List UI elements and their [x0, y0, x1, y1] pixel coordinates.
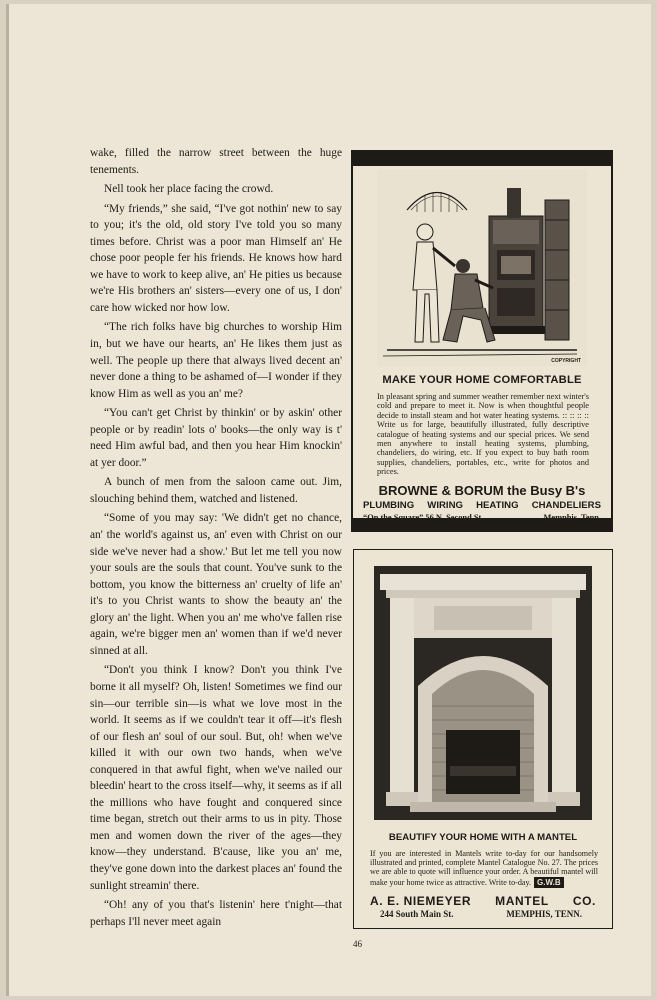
company-name — [370, 894, 596, 908]
ad-body-text — [370, 849, 598, 888]
page-number: 46 — [353, 939, 362, 949]
fireplace-mantel-image — [374, 566, 592, 820]
ad-headline: BEAUTIFY YOUR HOME WITH A MANTEL — [388, 832, 578, 843]
ad-top-rule — [353, 152, 611, 166]
trade-item: CHANDELIERS — [531, 499, 601, 511]
ad-body-copy: If you are interested in Mantels write to-day for our handsomely illustrated and printed, complete Mantel Catalogue No. 27. The prices we are able to quote will influence your order. A beautiful mantel will make your home twice as attractive. Write to-day. — [370, 849, 598, 887]
company-name-part: MANTEL — [495, 893, 549, 908]
trades-list — [363, 500, 601, 511]
company-name: BROWNE & BORUM the Busy B's — [378, 482, 586, 498]
story-paragraph: “Oh! any of you that's listenin' here t'night—that perhaps I'll never meet again — [90, 899, 342, 928]
story-paragraph: wake, filled the narrow street between the huge tenements. — [90, 147, 342, 176]
gwb-badge: G.W.B — [534, 877, 564, 888]
mantel-photo — [374, 566, 592, 820]
workers-installing-furnace-image — [377, 170, 587, 366]
ad-body-text: In pleasant spring and summer weather remember next winter's cold and prepare to meet it. Now is when thoughtful people decide to install steam and hot water heating systems. :: :: :: :: Write us for large, beautifully illustrated, fully descriptive catalogue of heating systems and our special prices. We send men anywhere to install heating systems, plumbing, chandeliers, do wiring, etc. If you expect to buy bath room supplies, chandeliers, portables, etc., write for photos and prices. — [377, 392, 589, 477]
trade-item: WIRING — [427, 499, 463, 511]
story-paragraph: “Some of you may say: 'We didn't get no chance, an' the world's against us, an' even with Christ on our side we've never had a show.' But let me tell you now your souls are the souls that count. You've sunk to the bottom, you know the bitterness an' cruelty of life an' it's to you Christ wants to show the beauty an' the glory an' the light. When you an' me who've fallen rise again, we're bigger men an' women than if we'd never sinned at all. — [90, 512, 342, 657]
furnace-illustration — [377, 170, 587, 366]
street-address: 244 South Main St. — [380, 908, 454, 919]
mantel-advertisement — [353, 549, 613, 929]
ad-headline: MAKE YOUR HOME COMFORTABLE — [382, 374, 582, 386]
story-column — [90, 145, 342, 933]
trade-item: PLUMBING — [363, 499, 415, 511]
company-address — [380, 909, 582, 919]
ad-bottom-rule — [353, 518, 611, 530]
story-paragraph: A bunch of men from the saloon came out. Jim, slouching behind them, watched and listened. — [90, 476, 342, 505]
story-paragraph: “Don't you think I know? Don't you think I've borne it all myself? Oh, listen! Sometimes we find our sin—our terrible sin—is what we love most in the world. It seems as if we couldn't tear it off—it's flesh of our flesh an' soul of our soul. But, oh! when we've killed it with our own two hands, when we've conquered in that awful fight, when we've nailed our bleedin' heart to the cross itself—why, it seems as if all the millions who have fought and conquered since time began, stretch out their arms to us in pity. Those men and women down the river of the ages—they know—they understand. B'cause, like you an' me, they've gone down into the darkest places an' found the sunlight streamin' there. — [90, 664, 342, 892]
copyright-mark: COPYRIGHT — [551, 358, 581, 364]
story-paragraph: Nell took her place facing the crowd. — [104, 183, 274, 196]
story-paragraph: “You can't get Christ by thinkin' or by askin' other people or by readin' lots o' books—the only way is t' need Him awful bad, and then you hear Him knockin' at yer door.” — [90, 407, 342, 469]
heating-advertisement — [351, 150, 613, 532]
story-paragraph: “The rich folks have big churches to worship Him in, but we have our hearts, an' He likes them just as well. The people up there that always lived decent an' never done a thing to be ashamed of—I wonder if they know Him as well as you an' me? — [90, 321, 342, 400]
trade-item: HEATING — [476, 499, 519, 511]
company-name-part: A. E. NIEMEYER — [370, 893, 472, 908]
magazine-page — [6, 4, 651, 996]
city: MEMPHIS, TENN. — [506, 908, 582, 919]
story-paragraph: “My friends,” she said, “I've got nothin' new to say to you; it's the old, old story I've told you so many times before. Christ was a poor man Himself an' He chose poor people fer his friends. He knows how hard we have to work to keep alive, an' He pities us because we're His brothers an' sisters—every one of us, I don' care how wicked nor how low. — [90, 202, 342, 314]
company-name-part: CO. — [572, 893, 596, 908]
